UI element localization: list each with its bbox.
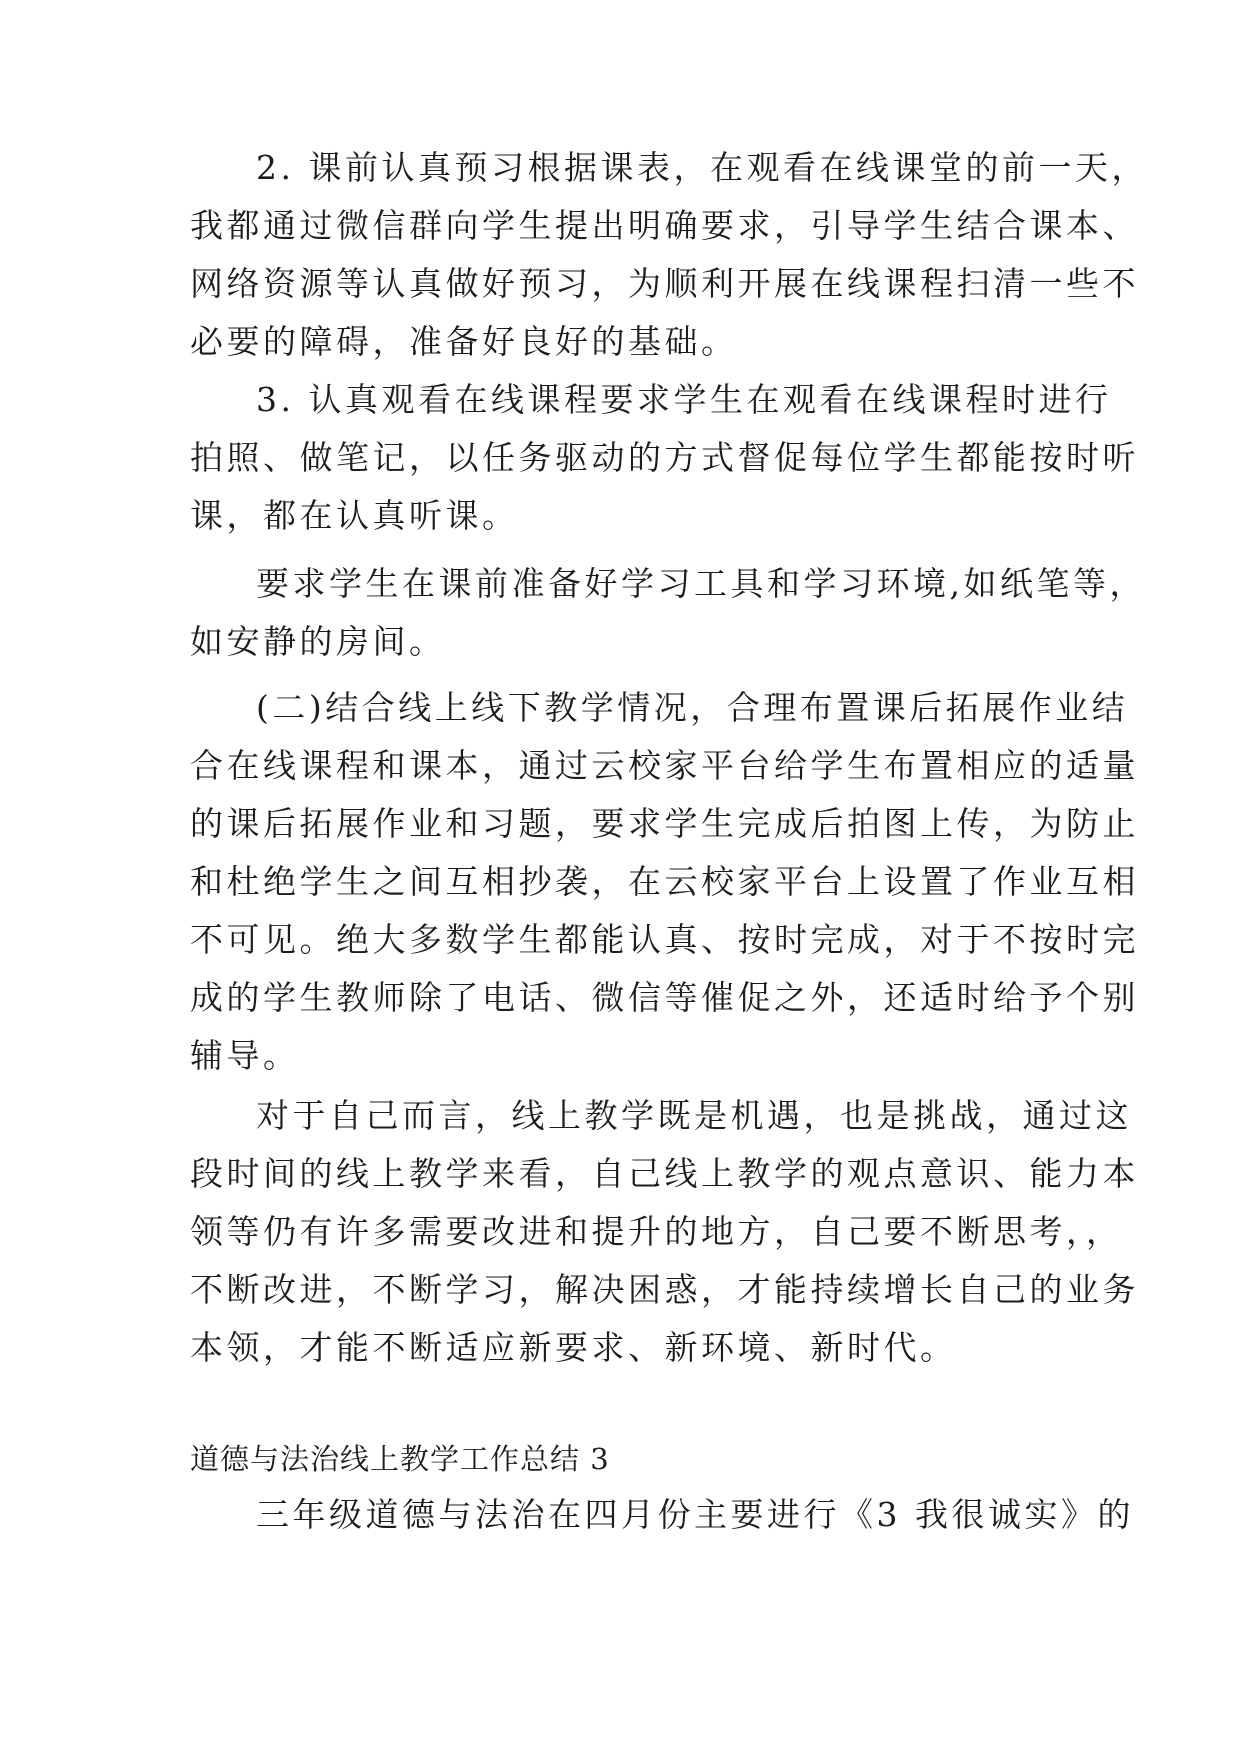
section-heading: 道德与法治线上教学工作总结 3 [190, 1442, 610, 1476]
paragraph-line: 成的学生教师除了电话、微信等催促之外，还适时给予个别 [190, 978, 1139, 1017]
paragraph-line: 网络资源等认真做好预习，为顺利开展在线课程扫清一些不 [190, 264, 1139, 303]
paragraph-line: 对于自己而言，线上教学既是机遇，也是挑战，通过这 [256, 1096, 1132, 1135]
paragraph-line: 合在线课程和课本，通过云校家平台给学生布置相应的适量 [190, 746, 1139, 785]
paragraph-watch-course [190, 371, 1139, 545]
paragraph-line: 三年级道德与法治在四月份主要进行《3 我很诚实》的 [256, 1495, 1134, 1534]
paragraph-reflection [190, 1087, 1139, 1377]
paragraph-line: 必要的障碍，准备好良好的基础。 [190, 322, 738, 361]
paragraph-prepare-tools [190, 555, 1146, 671]
paragraph-line: 我都通过微信群向学生提出明确要求，引导学生结合课本、 [190, 206, 1139, 245]
paragraph-line: 不断改进，不断学习，解决困惑，才能持续增长自己的业务 [190, 1270, 1139, 1309]
paragraph-line: (二)结合线上线下教学情况，合理布置课后拓展作业结 [256, 688, 1129, 727]
paragraph-line: 段时间的线上教学来看，自己线上教学的观点意识、能力本 [190, 1154, 1139, 1193]
paragraph-preview-prep [190, 139, 1148, 371]
paragraph-line: 本领，才能不断适应新要求、新环境、新时代。 [190, 1328, 957, 1367]
paragraph-line: 如安静的房间。 [190, 622, 446, 661]
paragraph-line: 辅导。 [190, 1036, 300, 1075]
paragraph-line: 2. 课前认真预习根据课表，在观看在线课堂的前一天， [256, 148, 1148, 187]
paragraph-line: 课，都在认真听课。 [190, 496, 519, 535]
paragraph-line: 领等仍有许多需要改进和提升的地方，自己要不断思考，， [190, 1212, 1123, 1251]
paragraph-line: 拍照、做笔记，以任务驱动的方式督促每位学生都能按时听 [190, 438, 1139, 477]
section-heading-block [190, 1430, 1050, 1488]
paragraph-line: 3. 认真观看在线课程要求学生在观看在线课程时进行 [256, 380, 1112, 419]
paragraph-line: 要求学生在课前准备好学习工具和学习环境,如纸笔等， [256, 564, 1146, 603]
paragraph-grade-three [190, 1486, 1134, 1544]
paragraph-line: 和杜绝学生之间互相抄袭，在云校家平台上设置了作业互相 [190, 862, 1139, 901]
paragraph-homework [190, 679, 1139, 1085]
paragraph-line: 不可见。绝大多数学生都能认真、按时完成，对于不按时完 [190, 920, 1139, 959]
paragraph-line: 的课后拓展作业和习题，要求学生完成后拍图上传，为防止 [190, 804, 1139, 843]
